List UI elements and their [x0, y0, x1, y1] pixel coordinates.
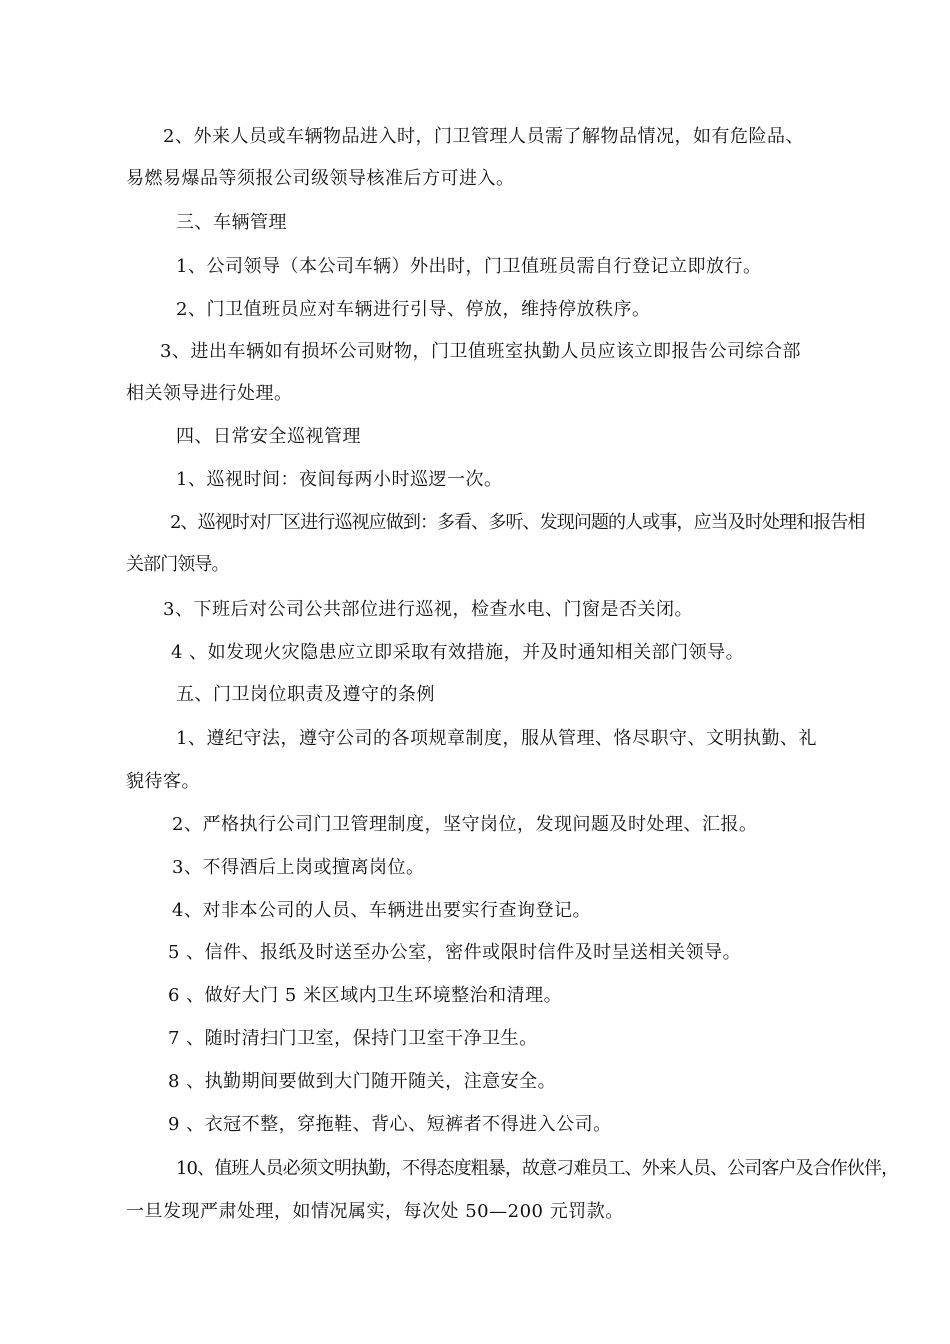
paragraph-duty-8: 8 、执勤期间要做到大门随开随关，注意安全。 [168, 1071, 557, 1092]
section-heading-safety-patrol: 四、日常安全巡视管理 [176, 426, 361, 447]
paragraph-duty-10-line-2: 一旦发现严肃处理，如情况属实，每次处 50—200 元罚款。 [126, 1201, 624, 1222]
paragraph-patrol-3: 3、下班后对公司公共部位进行巡视，检查水电、门窗是否关闭。 [163, 599, 693, 620]
paragraph-patrol-2-line-1: 2、巡视时对厂区进行巡视应做到：多看、多听、发现问题的人或事，应当及时处理和报告相 [170, 512, 865, 533]
paragraph-visitor-items-line-2: 易燃易爆品等须报公司级领导核准后方可进入。 [126, 168, 515, 189]
paragraph-vehicle-2: 2、门卫值班员应对车辆进行引导、停放，维持停放秩序。 [176, 299, 651, 320]
paragraph-patrol-2-line-2: 关部门领导。 [126, 554, 229, 575]
paragraph-duty-4: 4、对非本公司的人员、车辆进出要实行查询登记。 [172, 900, 591, 921]
paragraph-vehicle-3-line-1: 3、进出车辆如有损坏公司财物，门卫值班室执勤人员应该立即报告公司综合部 [160, 341, 801, 362]
paragraph-duty-6: 6 、做好大门 5 米区域内卫生环境整治和清理。 [168, 985, 563, 1006]
paragraph-visitor-items-line-1: 2、外来人员或车辆物品进入时，门卫管理人员需了解物品情况，如有危险品、 [163, 126, 804, 147]
paragraph-duty-2: 2、严格执行公司门卫管理制度，坚守岗位，发现问题及时处理、汇报。 [172, 814, 758, 835]
paragraph-duty-7: 7 、随时清扫门卫室，保持门卫室干净卫生。 [168, 1028, 538, 1049]
paragraph-vehicle-3-line-2: 相关领导进行处理。 [126, 383, 293, 404]
paragraph-duty-9: 9 、衣冠不整，穿拖鞋、背心、短裤者不得进入公司。 [168, 1114, 612, 1135]
paragraph-vehicle-1: 1、公司领导（本公司车辆）外出时，门卫值班员需自行登记立即放行。 [176, 256, 762, 277]
paragraph-duty-1-line-1: 1、遵纪守法，遵守公司的各项规章制度，服从管理、恪尽职守、文明执勤、礼 [176, 728, 817, 749]
paragraph-patrol-1: 1、巡视时间：夜间每两小时巡逻一次。 [176, 469, 503, 490]
paragraph-duty-10-line-1: 10、值班人员必须文明执勤，不得态度粗暴，故意刁难员工、外来人员、公司客户及合作伙伴， [176, 1158, 899, 1179]
paragraph-patrol-4: 4 、如发现火灾隐患应立即采取有效措施，并及时通知相关部门领导。 [171, 642, 745, 663]
paragraph-duty-5: 5 、信件、报纸及时送至办公室，密件或限时信件及时呈送相关领导。 [168, 942, 742, 963]
section-heading-vehicle-management: 三、车辆管理 [176, 212, 287, 233]
section-heading-guard-duties: 五、门卫岗位职责及遵守的条例 [176, 684, 435, 705]
paragraph-duty-1-line-2: 貌待客。 [126, 771, 200, 792]
paragraph-duty-3: 3、不得酒后上岗或擅离岗位。 [172, 857, 425, 878]
